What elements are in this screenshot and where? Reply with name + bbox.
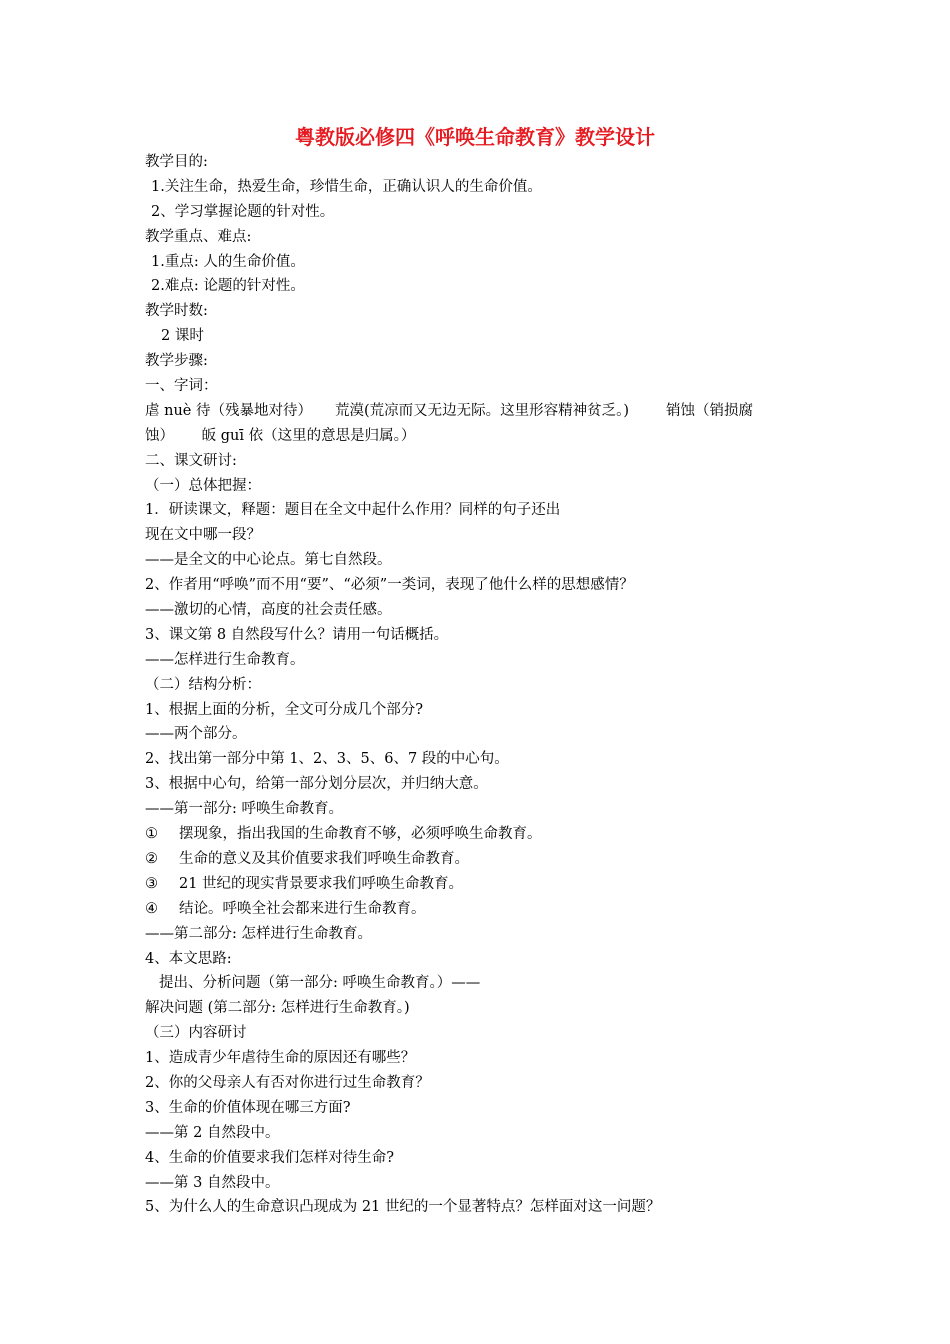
step-heading-text-study: 二、课文研讨: [145,452,237,469]
circled-number-3: ③ [145,875,158,892]
structure-question-2: 2、找出第一部分中第 1、2、3、5、6、7 段的中心句。 [145,751,509,768]
structure-question-4: 4、本文思路: [145,950,232,967]
vocabulary-line-2: 蚀） 皈 guī 依（这里的意思是归属。） [145,427,416,444]
objective-2: 2、学习掌握论题的针对性。 [151,203,335,220]
answer-3: ——怎样进行生命教育。 [145,651,305,668]
structure-answer-1: ——两个部分。 [145,726,247,743]
question-1-line-1: 1．研读课文，释题：题目在全文中起什么作用？同样的句子还出 [145,502,561,519]
subheading-content: （三）内容研讨 [145,1025,247,1042]
part-one-summary: ——第一部分: 呼唤生命教育。 [145,801,343,818]
answer-1: ——是全文的中心论点。第七自然段。 [145,552,392,569]
objective-1: 1.关注生命，热爱生命，珍惜生命，正确认识人的生命价值。 [151,178,542,195]
section-heading-key-points: 教学重点、难点: [145,228,252,245]
thinking-line-2: 解决问题 (第二部分: 怎样进行生命教育。) [145,1000,410,1017]
layer-item-3 [145,872,815,897]
layer-item-2 [145,847,815,872]
circled-number-4: ④ [145,900,158,917]
subheading-overall: （一）总体把握： [145,477,261,494]
document-title: 粤教版必修四《呼唤生命教育》教学设计 [295,125,655,149]
content-answer-3: ——第 2 自然段中。 [145,1124,280,1141]
answer-2: ——激切的心情，高度的社会责任感。 [145,602,392,619]
part-two-summary: ——第二部分: 怎样进行生命教育。 [145,925,372,942]
structure-question-3: 3、根据中心句，给第一部分划分层次，并归纳大意。 [145,776,488,793]
question-3: 3、课文第 8 自然段写什么？请用一句话概括。 [145,626,449,643]
question-1-line-2: 现在文中哪一段？ [145,527,261,544]
layer-item-2-text: 生命的意义及其价值要求我们呼唤生命教育。 [179,850,469,867]
layer-item-4-text: 结论。呼唤全社会都来进行生命教育。 [179,900,426,917]
subheading-structure: （二）结构分析： [145,676,261,693]
key-point-1: 1.重点: 人的生命价值。 [151,253,305,270]
step-heading-vocabulary: 一、字词： [145,378,218,395]
layer-item-1 [145,822,815,847]
structure-question-1: 1、根据上面的分析，全文可分成几个部分? [145,701,423,718]
content-question-4: 4、生命的价值要求我们怎样对待生命? [145,1149,394,1166]
circled-number-1: ① [145,826,158,843]
hours-value: 2 课时 [161,328,204,345]
layer-item-1-text: 摆现象，指出我国的生命教育不够，必须呼唤生命教育。 [179,826,542,843]
section-heading-hours: 教学时数: [145,303,208,320]
content-answer-4: ——第 3 自然段中。 [145,1174,280,1191]
content-question-5: 5、为什么人的生命意识凸现成为 21 世纪的一个显著特点？怎样面对这一问题？ [145,1199,661,1216]
thinking-line-1: 提出、分析问题（第一部分: 呼唤生命教育。）—— [159,975,481,992]
layer-item-3-text: 21 世纪的现实背景要求我们呼唤生命教育。 [179,875,464,892]
document-body [145,150,815,1220]
layer-item-4 [145,897,815,922]
content-question-2: 2、你的父母亲人有否对你进行过生命教育？ [145,1074,430,1091]
content-question-3: 3、生命的价值体现在哪三方面? [145,1099,351,1116]
content-question-1: 1、造成青少年虐待生命的原因还有哪些？ [145,1050,416,1067]
key-point-2: 2.难点: 论题的针对性。 [151,278,305,295]
vocabulary-line-1: 虐 nuè 待（残暴地对待） 荒漠(荒凉而又无边无际。这里形容精神贫乏。) 销蚀（销损腐 [145,402,753,419]
section-heading-objectives: 教学目的: [145,154,208,170]
section-heading-steps: 教学步骤: [145,353,208,370]
circled-number-2: ② [145,850,158,867]
question-2: 2、作者用“呼唤”而不用“要”、“必须”一类词，表现了他什么样的思想感情？ [145,577,634,594]
